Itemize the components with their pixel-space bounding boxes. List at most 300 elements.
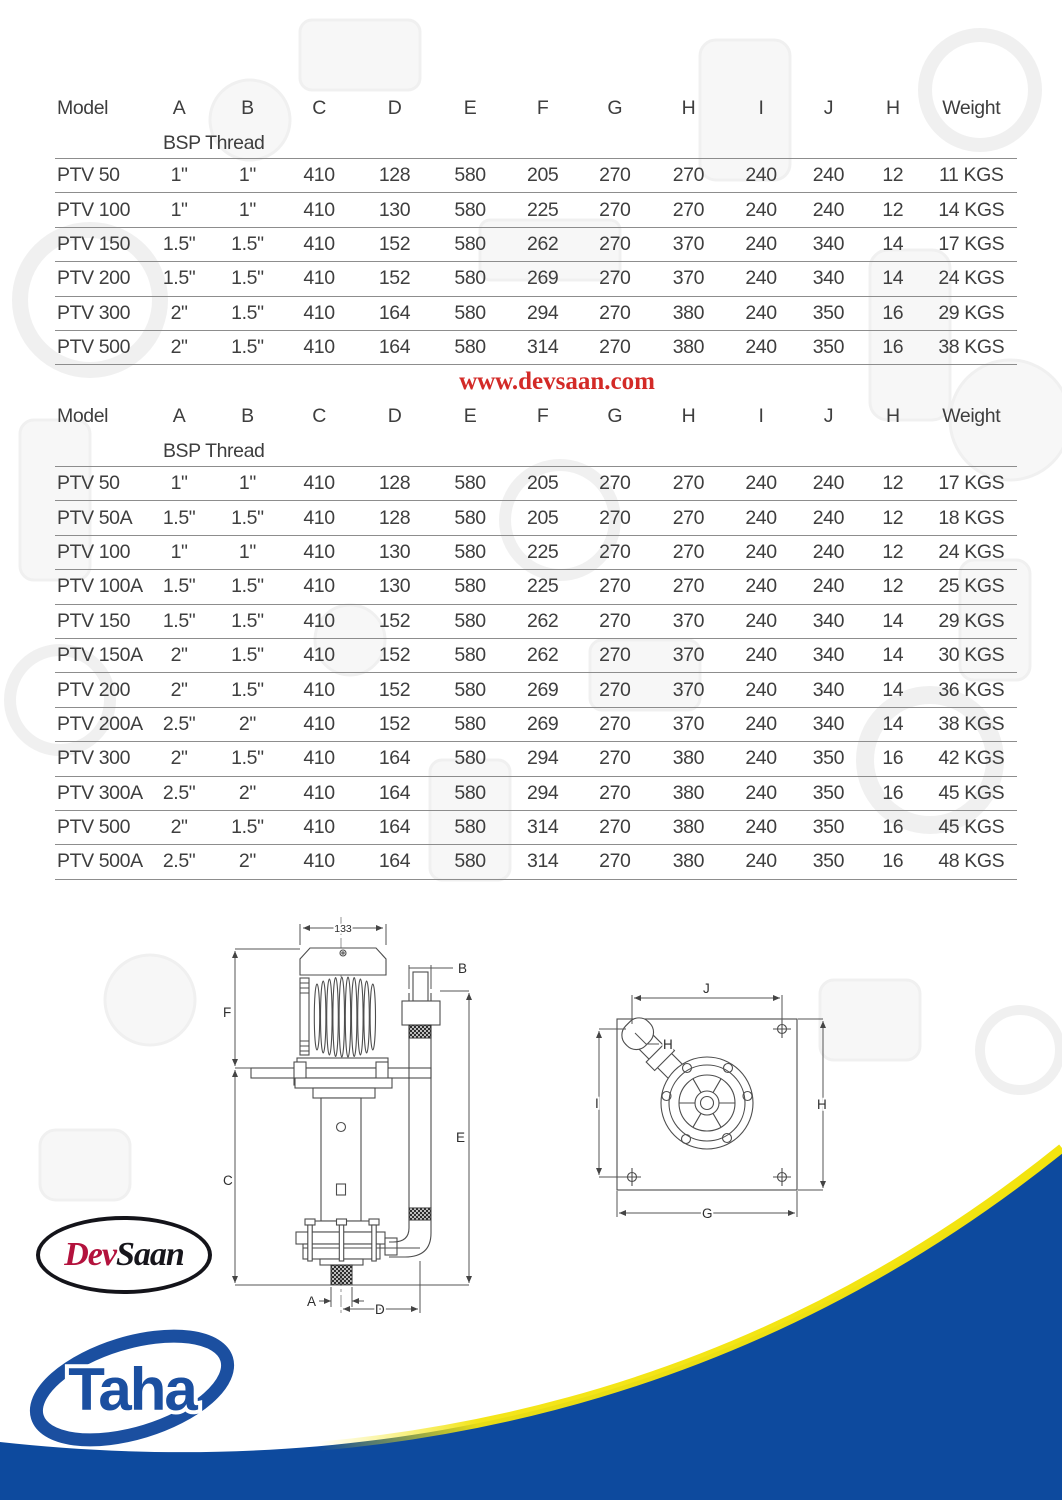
column-header: E [463,404,477,427]
upper-flange [295,1078,392,1088]
dim-label-h-right: H [817,1097,827,1112]
value-cell: 410 [282,604,356,638]
value-cell: 580 [433,467,507,501]
value-cell: 270 [578,570,651,604]
value-cell: 205 [507,159,578,193]
value-cell: 1" [145,535,212,569]
value-cell: 370 [651,227,725,261]
value-cell: 152 [356,707,433,741]
value-cell: 2" [145,810,212,844]
value-cell: 410 [282,810,356,844]
column-header: F [536,404,549,427]
value-cell: 270 [578,501,651,535]
dim-label-j: J [703,981,710,996]
value-cell: 270 [578,330,651,364]
value-cell: 270 [578,535,651,569]
value-cell: 128 [356,159,433,193]
value-cell: 580 [433,673,507,707]
value-cell: 269 [507,262,578,296]
value-cell: 314 [507,810,578,844]
value-cell: 580 [433,227,507,261]
value-cell: 270 [651,501,725,535]
value-cell: 14 [860,262,925,296]
model-cell: PTV 200A [55,707,145,741]
value-cell: 580 [433,262,507,296]
value-cell: 350 [797,330,860,364]
value-cell: 240 [797,467,860,501]
model-cell: PTV 150 [55,604,145,638]
value-cell: 410 [282,707,356,741]
value-cell: 130 [356,535,433,569]
value-cell: 1" [145,467,212,501]
value-cell: 410 [282,262,356,296]
dim-label-i: I [595,1096,599,1111]
value-cell: 12 [860,570,925,604]
value-cell: 1.5" [213,227,282,261]
value-cell: 164 [356,845,433,879]
value-cell: 240 [797,501,860,535]
model-cell: PTV 200 [55,262,145,296]
pipe-union-nut [402,1001,440,1025]
value-cell: 14 KGS [926,193,1017,227]
column-header: G [607,404,623,427]
spec-row [55,845,1017,879]
value-cell: 410 [282,330,356,364]
value-cell: 580 [433,707,507,741]
value-cell: 240 [797,570,860,604]
column-header: A [172,96,186,119]
value-cell: 24 KGS [926,535,1017,569]
value-cell: 152 [356,604,433,638]
dim-label-g: G [702,1206,713,1221]
value-cell: 2" [145,742,212,776]
value-cell: 270 [578,262,651,296]
column-header: B [241,404,254,427]
value-cell: 14 [860,638,925,672]
value-cell: 240 [725,810,796,844]
value-cell: 12 [860,467,925,501]
value-cell: 240 [725,707,796,741]
value-cell: 2.5" [145,845,212,879]
value-cell: 1.5" [213,296,282,330]
dim-label-e: E [456,1130,466,1145]
dim-label-h-hole: H [663,1037,673,1052]
value-cell: 240 [725,673,796,707]
value-cell: 240 [725,638,796,672]
column-header: H [885,96,900,119]
value-cell: 270 [578,159,651,193]
spec-row [55,467,1017,501]
value-cell: 225 [507,535,578,569]
value-cell: 152 [356,638,433,672]
value-cell: 340 [797,707,860,741]
taha-logo-text: Taha [68,1356,196,1423]
value-cell: 580 [433,535,507,569]
value-cell: 270 [578,742,651,776]
value-cell: 2" [213,707,282,741]
value-cell: 410 [282,776,356,810]
value-cell: 1.5" [213,673,282,707]
value-cell: 205 [507,501,578,535]
value-cell: 270 [578,810,651,844]
value-cell: 270 [651,467,725,501]
value-cell: 48 KGS [926,845,1017,879]
value-cell: 350 [797,296,860,330]
value-cell: 240 [725,776,796,810]
value-cell: 294 [507,296,578,330]
value-cell: 42 KGS [926,742,1017,776]
spec-table-top [55,88,1017,365]
value-cell: 130 [356,193,433,227]
value-cell: 29 KGS [926,296,1017,330]
value-cell: 1.5" [145,570,212,604]
model-cell: PTV 150 [55,227,145,261]
model-cell: PTV 150A [55,638,145,672]
value-cell: 225 [507,193,578,227]
column-header: D [387,404,402,427]
motor-base [297,1058,388,1068]
value-cell: 2" [213,845,282,879]
value-cell: 12 [860,193,925,227]
spec-row [55,776,1017,810]
column-header: I [758,404,764,427]
column-header: I [758,96,764,119]
value-cell: 314 [507,845,578,879]
value-cell: 580 [433,296,507,330]
value-cell: 270 [578,193,651,227]
value-cell: 240 [725,296,796,330]
value-cell: 410 [282,296,356,330]
value-cell: 2" [145,296,212,330]
value-cell: 240 [725,159,796,193]
value-cell: 164 [356,296,433,330]
value-cell: 294 [507,742,578,776]
value-cell: 580 [433,845,507,879]
value-cell: 16 [860,742,925,776]
model-cell: PTV 50A [55,501,145,535]
value-cell: 240 [797,159,860,193]
model-cell: PTV 500 [55,330,145,364]
value-cell: 270 [651,535,725,569]
spec-row [55,330,1017,364]
value-cell: 1.5" [213,330,282,364]
value-cell: 25 KGS [926,570,1017,604]
value-cell: 1.5" [213,638,282,672]
dim-label-a: A [307,1294,317,1309]
value-cell: 410 [282,742,356,776]
value-cell: 410 [282,193,356,227]
model-cell: PTV 500A [55,845,145,879]
value-cell: 164 [356,810,433,844]
model-cell: PTV 300 [55,742,145,776]
value-cell: 240 [725,845,796,879]
value-cell: 410 [282,845,356,879]
value-cell: 12 [860,501,925,535]
column-header: H [885,404,900,427]
value-cell: 29 KGS [926,604,1017,638]
bsp-thread-label: BSP Thread [145,128,282,159]
value-cell: 16 [860,330,925,364]
value-cell: 240 [725,193,796,227]
value-cell: 1.5" [145,501,212,535]
value-cell: 270 [578,227,651,261]
column-header: J [823,96,834,119]
devsaan-logo-dev: Dev [64,1236,116,1273]
spec-row [55,262,1017,296]
spec-row [55,159,1017,193]
value-cell: 14 [860,604,925,638]
value-cell: 240 [725,262,796,296]
value-cell: 1.5" [213,570,282,604]
value-cell: 17 KGS [926,467,1017,501]
value-cell: 370 [651,673,725,707]
value-cell: 152 [356,227,433,261]
value-cell: 1" [213,159,282,193]
value-cell: 14 [860,227,925,261]
value-cell: 410 [282,638,356,672]
spec-row [55,193,1017,227]
value-cell: 164 [356,330,433,364]
value-cell: 240 [725,742,796,776]
value-cell: 350 [797,742,860,776]
value-cell: 24 KGS [926,262,1017,296]
value-cell: 1" [213,193,282,227]
value-cell: 2" [145,638,212,672]
column-header: Model [57,404,109,427]
value-cell: 14 [860,673,925,707]
value-cell: 2" [145,673,212,707]
value-cell: 580 [433,159,507,193]
value-cell: 1.5" [213,810,282,844]
value-cell: 270 [651,159,725,193]
value-cell: 38 KGS [926,330,1017,364]
value-cell: 580 [433,776,507,810]
value-cell: 1.5" [145,227,212,261]
motor-fins [314,977,375,1057]
value-cell: 18 KGS [926,501,1017,535]
model-cell: PTV 100 [55,193,145,227]
value-cell: 240 [797,193,860,227]
value-cell: 2.5" [145,707,212,741]
spec-row [55,707,1017,741]
value-cell: 262 [507,227,578,261]
value-cell: 240 [725,467,796,501]
dim-label-133: 133 [334,923,352,935]
website-url-link[interactable]: www.devsaan.com [459,368,655,395]
value-cell: 410 [282,535,356,569]
value-cell: 16 [860,845,925,879]
value-cell: 1.5" [213,262,282,296]
column-header: H [681,404,696,427]
spec-row [55,742,1017,776]
value-cell: 240 [725,227,796,261]
value-cell: 410 [282,227,356,261]
value-cell: 2.5" [145,776,212,810]
value-cell: 270 [578,296,651,330]
value-cell: 45 KGS [926,776,1017,810]
value-cell: 11 KGS [926,159,1017,193]
spec-row [55,501,1017,535]
spec-row [55,535,1017,569]
dim-label-d: D [375,1302,385,1317]
column-header: H [681,96,696,119]
value-cell: 580 [433,638,507,672]
column-header: Weight [942,96,1001,119]
value-cell: 262 [507,638,578,672]
value-cell: 128 [356,467,433,501]
model-cell: PTV 50 [55,159,145,193]
value-cell: 12 [860,159,925,193]
value-cell: 410 [282,501,356,535]
dim-label-b: B [458,961,468,976]
value-cell: 1.5" [145,604,212,638]
value-cell: 580 [433,604,507,638]
value-cell: 2" [145,330,212,364]
value-cell: 580 [433,501,507,535]
value-cell: 340 [797,673,860,707]
value-cell: 130 [356,570,433,604]
value-cell: 16 [860,810,925,844]
value-cell: 380 [651,845,725,879]
value-cell: 270 [578,776,651,810]
value-cell: 270 [578,673,651,707]
value-cell: 1" [145,193,212,227]
spec-row [55,673,1017,707]
column-header: C [312,96,326,119]
value-cell: 1" [213,467,282,501]
value-cell: 580 [433,330,507,364]
column-header: D [387,96,402,119]
value-cell: 410 [282,159,356,193]
value-cell: 1.5" [213,604,282,638]
model-cell: PTV 300 [55,296,145,330]
column-header: A [172,404,186,427]
column-header: E [463,96,477,119]
dim-label-c: C [223,1173,233,1188]
value-cell: 128 [356,501,433,535]
mounting-plate [251,1068,431,1078]
model-cell: PTV 100 [55,535,145,569]
value-cell: 340 [797,638,860,672]
spec-row [55,296,1017,330]
spec-row [55,227,1017,261]
value-cell: 580 [433,810,507,844]
model-cell: PTV 500 [55,810,145,844]
value-cell: 1.5" [213,742,282,776]
value-cell: 45 KGS [926,810,1017,844]
value-cell: 580 [433,193,507,227]
value-cell: 240 [725,604,796,638]
value-cell: 16 [860,296,925,330]
value-cell: 580 [433,570,507,604]
value-cell: 30 KGS [926,638,1017,672]
value-cell: 240 [725,535,796,569]
value-cell: 225 [507,570,578,604]
motor-side-strip [300,978,309,1055]
value-cell: 350 [797,845,860,879]
value-cell: 164 [356,776,433,810]
value-cell: 340 [797,604,860,638]
value-cell: 38 KGS [926,707,1017,741]
devsaan-logo-saan: Saan [115,1236,184,1273]
column-header: B [241,96,254,119]
value-cell: 152 [356,673,433,707]
value-cell: 2" [213,776,282,810]
value-cell: 240 [797,535,860,569]
taha-logo [25,1322,240,1457]
spec-row [55,810,1017,844]
value-cell: 370 [651,604,725,638]
spec-table-bottom [55,396,1017,880]
value-cell: 370 [651,638,725,672]
value-cell: 380 [651,742,725,776]
value-cell: 370 [651,707,725,741]
value-cell: 12 [860,535,925,569]
spec-row [55,638,1017,672]
value-cell: 580 [433,742,507,776]
column-header: F [536,96,549,119]
column-header: J [823,404,834,427]
value-cell: 240 [725,330,796,364]
value-cell: 370 [651,262,725,296]
value-cell: 270 [651,570,725,604]
value-cell: 380 [651,810,725,844]
value-cell: 270 [578,467,651,501]
model-cell: PTV 300A [55,776,145,810]
value-cell: 410 [282,467,356,501]
value-cell: 410 [282,570,356,604]
value-cell: 1" [213,535,282,569]
value-cell: 14 [860,707,925,741]
value-cell: 17 KGS [926,227,1017,261]
column-header: Model [57,96,109,119]
value-cell: 152 [356,262,433,296]
spec-row [55,604,1017,638]
spec-row [55,570,1017,604]
model-cell: PTV 50 [55,467,145,501]
value-cell: 270 [578,638,651,672]
value-cell: 270 [578,707,651,741]
value-cell: 1" [145,159,212,193]
value-cell: 270 [578,845,651,879]
value-cell: 16 [860,776,925,810]
value-cell: 350 [797,810,860,844]
value-cell: 340 [797,262,860,296]
value-cell: 1.5" [213,501,282,535]
value-cell: 340 [797,227,860,261]
value-cell: 270 [578,604,651,638]
value-cell: 1.5" [145,262,212,296]
value-cell: 380 [651,296,725,330]
column-header: C [312,404,326,427]
value-cell: 36 KGS [926,673,1017,707]
model-cell: PTV 100A [55,570,145,604]
value-cell: 380 [651,776,725,810]
value-cell: 350 [797,776,860,810]
value-cell: 380 [651,330,725,364]
value-cell: 294 [507,776,578,810]
value-cell: 269 [507,707,578,741]
value-cell: 269 [507,673,578,707]
value-cell: 205 [507,467,578,501]
value-cell: 270 [651,193,725,227]
column-header: G [607,96,623,119]
value-cell: 262 [507,604,578,638]
value-cell: 410 [282,673,356,707]
value-cell: 240 [725,501,796,535]
value-cell: 240 [725,570,796,604]
dim-label-f: F [223,1005,232,1020]
